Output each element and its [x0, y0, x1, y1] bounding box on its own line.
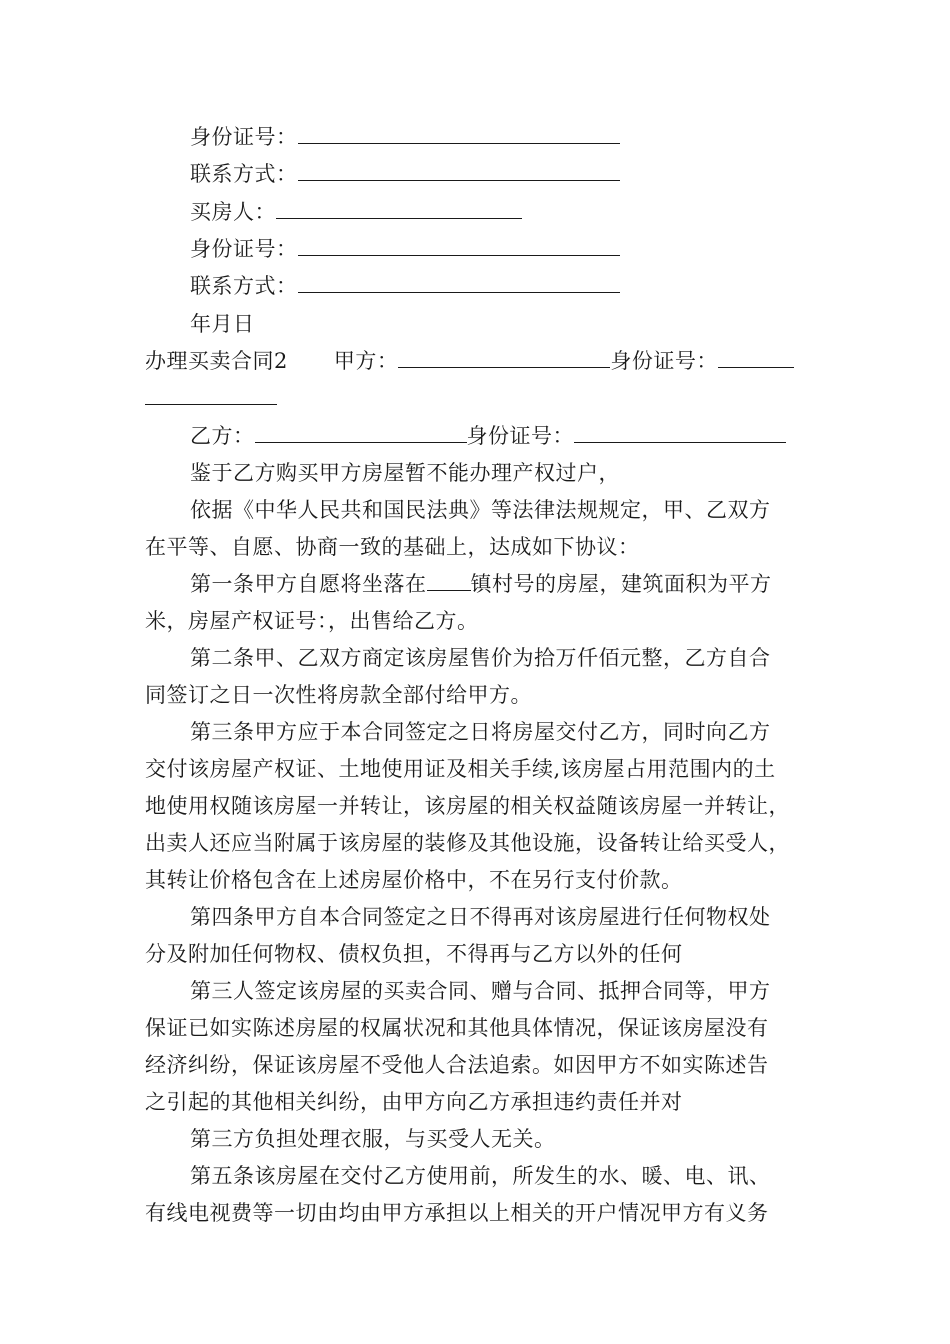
contract-title: 办理买卖合同2 [145, 349, 288, 373]
paragraph-line: 出卖人还应当附属于该房屋的装修及其他设施，设备转让给买受人， [145, 831, 790, 855]
paragraph-line: 同签订之日一次性将房款全部付给甲方。 [145, 683, 532, 707]
id-blank [298, 235, 620, 256]
party-a-id-blank-continued [145, 384, 277, 412]
contact-label: 联系方式： [190, 162, 298, 186]
paragraph-line: 第五条该房屋在交付乙方使用前，所发生的水、暖、电、讯、 [190, 1164, 771, 1188]
paragraph-line: 在平等、自愿、协商一致的基础上，达成如下协议： [145, 535, 640, 559]
buyer-id-line [190, 235, 620, 263]
paragraph-line: 经济纠纷，保证该房屋不受他人合法追索。如因甲方不如实陈述告 [145, 1053, 769, 1077]
party-a-id-label: 身份证号： [610, 349, 718, 373]
paragraph-line: 第二条甲、乙双方商定该房屋售价为拾万仟佰元整，乙方自合 [190, 646, 771, 670]
party-b-id-label: 身份证号： [466, 424, 574, 448]
paragraph-line: 分及附加任何物权、债权负担，不得再与乙方以外的任何 [145, 942, 683, 966]
party-a-blank [398, 347, 610, 368]
paragraph-line [190, 570, 772, 598]
paragraph-line: 地使用权随该房屋一并转让，该房屋的相关权益随该房屋一并转让， [145, 794, 790, 818]
paragraph-line: 其转让价格包含在上述房屋价格中，不在另行支付价款。 [145, 868, 683, 892]
paragraph-line: 第三条甲方应于本合同签定之日将房屋交付乙方，同时向乙方 [190, 720, 771, 744]
paragraph-line: 米，房屋产权证号：，出售给乙方。 [145, 609, 479, 633]
party-b-line [190, 422, 786, 450]
paragraph-line: 保证已如实陈述房屋的权属状况和其他具体情况，保证该房屋没有 [145, 1016, 769, 1040]
paragraph-line: 之引起的其他相关纠纷，由甲方向乙方承担违约责任并对 [145, 1090, 683, 1114]
paragraph-line: 依据《中华人民共和国民法典》等法律法规规定，甲、乙双方 [190, 498, 771, 522]
location-blank [427, 570, 471, 591]
paragraph-line: 有线电视费等一切由均由甲方承担以上相关的开户情况甲方有义务 [145, 1201, 769, 1225]
buyer-label: 买房人： [190, 200, 276, 224]
clause-text: 镇村号的房屋，建筑面积为平方 [470, 572, 772, 596]
party-a-id-blank [145, 384, 277, 405]
paragraph-line: 交付该房屋产权证、土地使用证及相关手续,该房屋占用范围内的土 [145, 757, 776, 781]
paragraph-line: 第三方负担处理衣服，与买受人无关。 [190, 1127, 556, 1151]
id-blank [298, 123, 620, 144]
party-b-id-blank [574, 422, 786, 443]
contract-title-line [145, 347, 794, 375]
party-a-label: 甲方： [333, 349, 399, 373]
buyer-blank [276, 198, 522, 219]
seller-contact-line [190, 160, 620, 188]
seller-id-line [190, 123, 620, 151]
party-b-blank [255, 422, 467, 443]
id-label: 身份证号： [190, 125, 298, 149]
paragraph-line: 第四条甲方自本合同签定之日不得再对该房屋进行任何物权处 [190, 905, 771, 929]
buyer-line [190, 198, 522, 226]
contact-blank [298, 160, 620, 181]
id-label: 身份证号： [190, 237, 298, 261]
clause-text: 第一条甲方自愿将坐落在 [190, 572, 427, 596]
party-a-id-blank [718, 347, 794, 368]
buyer-contact-line [190, 272, 620, 300]
date-line: 年月日 [190, 312, 255, 336]
contact-label: 联系方式： [190, 274, 298, 298]
contact-blank [298, 272, 620, 293]
paragraph-line: 第三人签定该房屋的买卖合同、赠与合同、抵押合同等，甲方 [190, 979, 771, 1003]
party-b-label: 乙方： [190, 424, 255, 448]
paragraph-line: 鉴于乙方购买甲方房屋暂不能办理产权过户， [190, 461, 620, 485]
